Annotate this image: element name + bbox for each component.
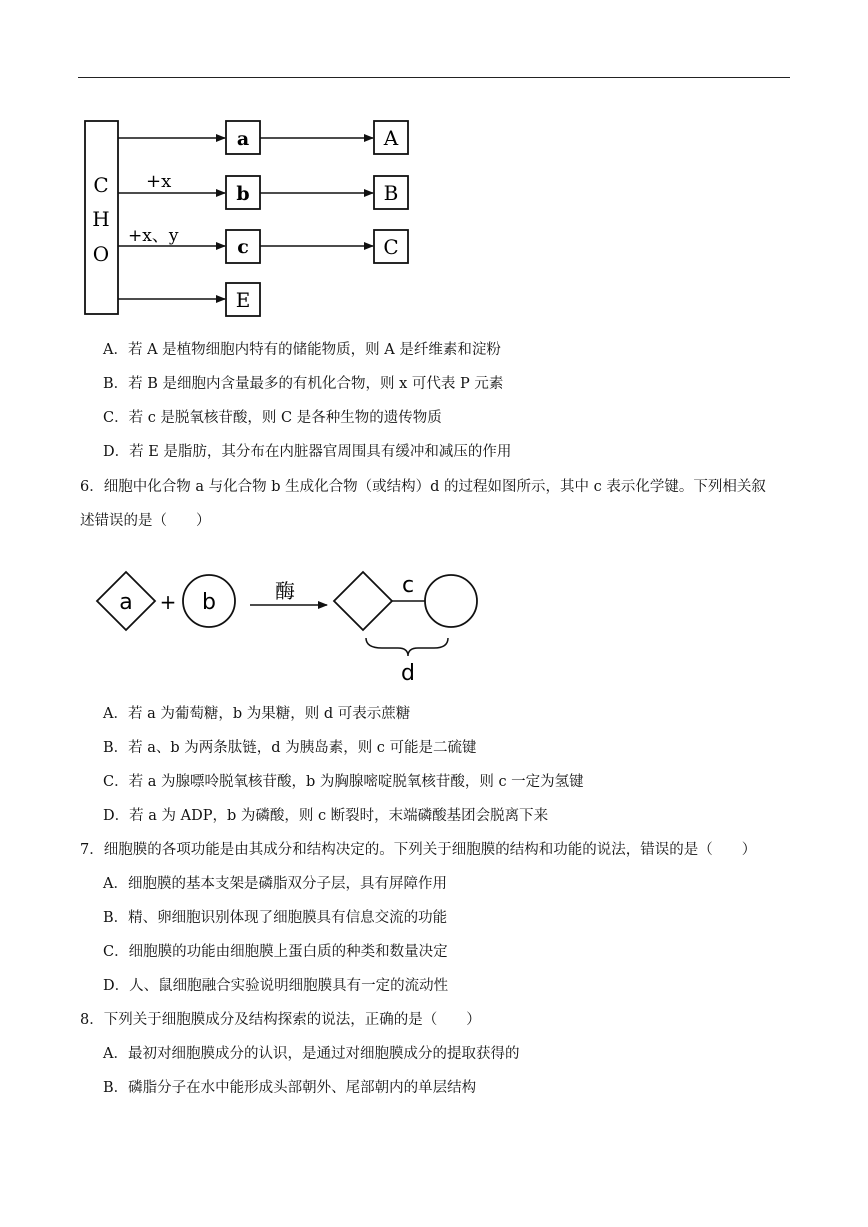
q5-option-b: B．若 B 是细胞内含量最多的有机化合物，则 x 可代表 P 元素 (103, 376, 504, 392)
brace-d (366, 638, 448, 656)
q5-option-c: C．若 c 是脱氧核苷酸，则 C 是各种生物的遗传物质 (103, 410, 442, 426)
circle-b-label: b (202, 590, 216, 615)
cho-letter-o: O (92, 242, 110, 266)
box-B-label: B (383, 181, 399, 205)
product-diamond (334, 572, 392, 630)
box-c-label: c (237, 236, 249, 258)
cho-flow-diagram (0, 0, 868, 340)
cho-letter-c: C (93, 173, 109, 197)
branch-label-xy: +x、y (128, 226, 179, 246)
q7-stem: 7．细胞膜的各项功能是由其成分和结构决定的。下列关于细胞膜的结构和功能的说法，错误的是（ ） (80, 842, 757, 858)
q6-stem-line2: 述错误的是（ ） (80, 513, 211, 529)
q6-option-a: A．若 a 为葡萄糖，b 为果糖，则 d 可表示蔗糖 (103, 706, 411, 722)
q8-stem: 8．下列关于细胞膜成分及结构探索的说法，正确的是（ ） (80, 1012, 481, 1028)
q6-option-d: D．若 a 为 ADP，b 为磷酸，则 c 断裂时，末端磷酸基团会脱离下来 (103, 808, 549, 824)
brace-d-label: d (401, 661, 415, 686)
box-C-label: C (383, 235, 399, 259)
q5-option-d: D．若 E 是脂肪，其分布在内脏器官周围具有缓冲和减压的作用 (103, 444, 512, 460)
branch-label-x: +x (146, 171, 172, 192)
q7-option-b: B．精、卵细胞识别体现了细胞膜具有信息交流的功能 (103, 910, 448, 926)
box-A-label: A (383, 126, 399, 150)
q7-option-d: D．人、鼠细胞融合实验说明细胞膜具有一定的流动性 (103, 978, 449, 994)
diamond-a-label: a (119, 590, 133, 615)
product-circle (425, 575, 477, 627)
cho-letter-h: H (92, 207, 110, 231)
plus-sign: + (159, 590, 177, 614)
enzyme-label: 酶 (275, 579, 295, 603)
q8-option-a: A．最初对细胞膜成分的认识，是通过对细胞膜成分的提取获得的 (103, 1046, 520, 1062)
box-a-label: a (236, 128, 250, 150)
enzyme-reaction-diagram (0, 560, 868, 690)
q6-option-c: C．若 a 为腺嘌呤脱氧核苷酸，b 为胸腺嘧啶脱氧核苷酸，则 c 一定为氢键 (103, 774, 584, 790)
q7-option-a: A．细胞膜的基本支架是磷脂双分子层，具有屏障作用 (103, 876, 447, 892)
q5-option-a: A．若 A 是植物细胞内特有的储能物质，则 A 是纤维素和淀粉 (103, 342, 501, 358)
bond-c-label: c (401, 573, 415, 598)
q7-option-c: C．细胞膜的功能由细胞膜上蛋白质的种类和数量决定 (103, 944, 448, 960)
q8-option-b: B．磷脂分子在水中能形成头部朝外、尾部朝内的单层结构 (103, 1080, 477, 1096)
q6-option-b: B．若 a、b 为两条肽链，d 为胰岛素，则 c 可能是二硫键 (103, 740, 477, 756)
box-e-label: E (235, 288, 251, 312)
box-b-label: b (236, 183, 250, 205)
q6-stem-line1: 6．细胞中化合物 a 与化合物 b 生成化合物（或结构）d 的过程如图所示，其中 c 表示化学键。下列相关叙 (80, 479, 766, 495)
